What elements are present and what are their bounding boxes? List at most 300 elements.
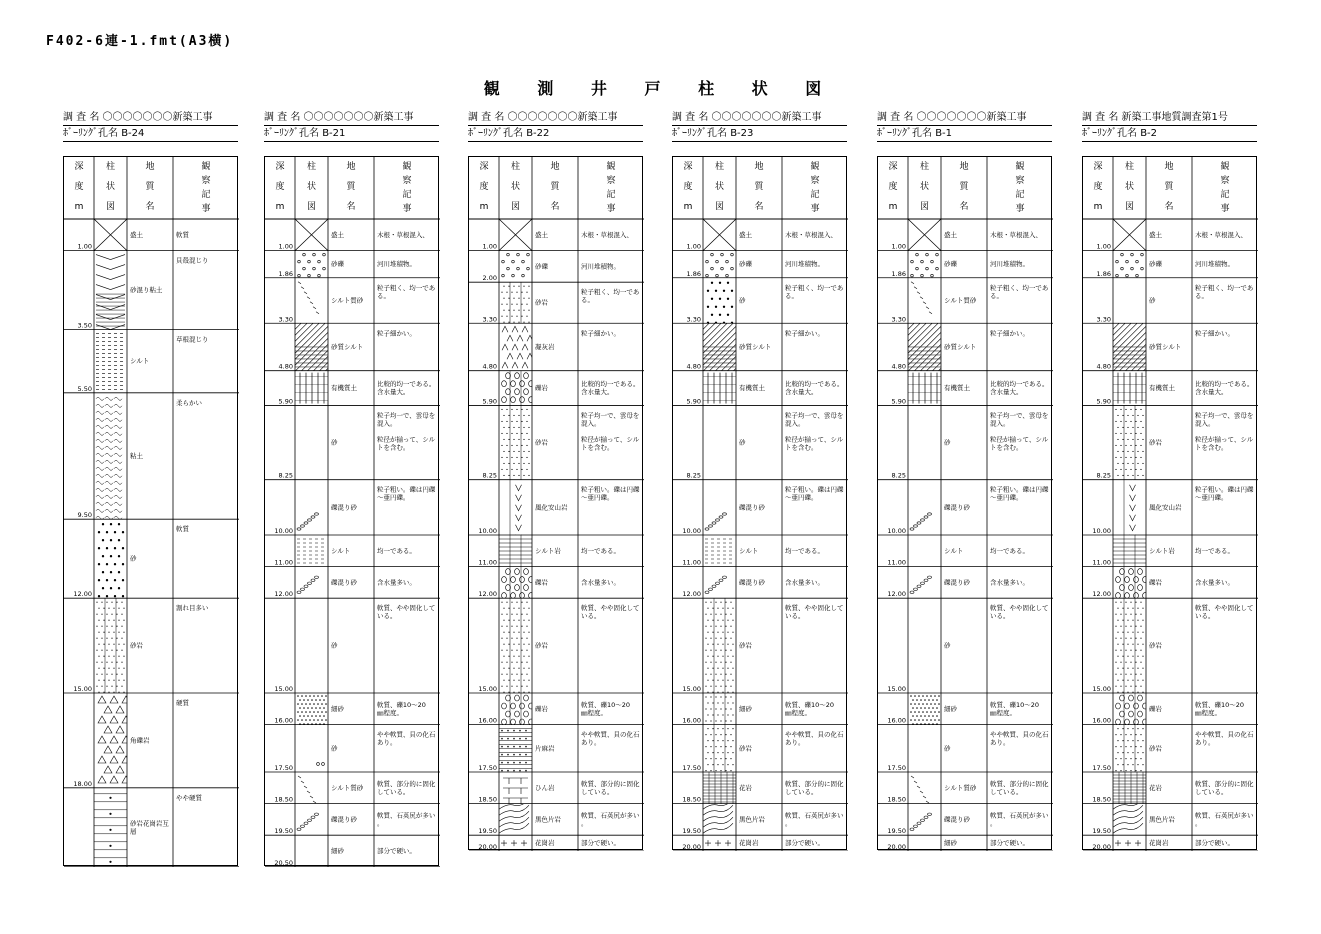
layer-row: [673, 693, 848, 725]
layer-depth: 20.50: [274, 858, 294, 867]
svg-text:砂岩: 砂岩: [535, 438, 548, 447]
svg-text:均一である。: 均一である。: [990, 546, 1029, 555]
layer-row: [673, 799, 848, 835]
svg-text:軟質、やや固化して: 軟質、やや固化して: [1195, 604, 1254, 613]
svg-text:軟質、石英尻が多い: 軟質、石英尻が多い: [581, 811, 640, 820]
svg-text:礫岩: 礫岩: [1149, 704, 1162, 713]
layer-row: [469, 405, 644, 479]
layer-row: [265, 730, 440, 772]
svg-text:軟質、部分的に固化: 軟質、部分的に固化: [990, 779, 1049, 788]
layer-depth: 16.00: [887, 716, 906, 725]
svg-text:軟質、部分的に固化: 軟質、部分的に固化: [785, 779, 844, 788]
file-header: F402-6連-1.fmt(A3横): [46, 34, 234, 49]
layer-geology: [535, 342, 555, 351]
layer-geology: [739, 547, 758, 555]
svg-text:河川堆積物。: 河川堆積物。: [990, 260, 1029, 269]
header-notes: 事: [606, 204, 616, 214]
svg-text:㎜程度。: ㎜程度。: [1195, 708, 1221, 717]
layer-geology: [1149, 814, 1176, 823]
log-heading: [877, 110, 1052, 142]
borehole-log: [877, 156, 1052, 850]
svg-text:粒子細かい。: 粒子細かい。: [785, 329, 824, 338]
svg-text:木根・草根混入、: 木根・草根混入、: [376, 230, 429, 239]
layer-note: [176, 398, 202, 407]
bore-name: [877, 126, 1052, 142]
header-depth: m: [479, 202, 489, 212]
svg-text:軟質: 軟質: [175, 525, 189, 534]
layer-depth: 10.00: [887, 527, 906, 535]
svg-text:シルト: シルト: [130, 357, 150, 366]
layer-geology: [1149, 259, 1163, 268]
bore-label: ﾎﾞｰﾘﾝｸﾞ孔名: [63, 128, 122, 139]
layer-note: [785, 379, 844, 396]
layer-row: [469, 598, 644, 693]
svg-text:軟質、やや固化して: 軟質、やや固化して: [785, 604, 844, 613]
layer-row: [265, 485, 440, 535]
layer-row: [469, 729, 644, 772]
layer-depth: 12.00: [682, 590, 701, 599]
layer-geology: [1149, 577, 1163, 586]
project-label: 調 査 名: [877, 112, 917, 123]
bore-label: ﾎﾞｰﾘﾝｸﾞ孔名: [877, 128, 936, 139]
svg-text:している。: している。: [376, 787, 410, 796]
svg-text:有機質土: 有機質土: [944, 384, 970, 393]
svg-text:有機質土: 有機質土: [1149, 384, 1175, 393]
svg-text:有機質土: 有機質土: [331, 384, 357, 393]
svg-text:均一である。: 均一である。: [581, 546, 620, 555]
layer-depth: 3.30: [1096, 315, 1111, 324]
svg-text:軟質、石英尻が多い: 軟質、石英尻が多い: [1195, 811, 1254, 820]
layer-row: [1083, 405, 1258, 479]
layer-row: [1083, 725, 1258, 772]
svg-text:粒子粗い。礫は円礫: 粒子粗い。礫は円礫: [376, 485, 436, 494]
svg-text:～亜円礫。: ～亜円礫。: [1195, 493, 1228, 502]
svg-text:している。: している。: [1195, 787, 1228, 796]
svg-text:粒径が揃って、シル: 粒径が揃って、シル: [376, 435, 436, 444]
layer-note: [990, 259, 1029, 268]
svg-text:河川堆積物。: 河川堆積物。: [581, 262, 620, 271]
svg-text:礫岩: 礫岩: [535, 384, 548, 393]
layer-note: [176, 603, 208, 612]
header-geology: 質: [145, 181, 155, 192]
project-label: 調 査 名: [1082, 112, 1122, 123]
svg-text:る。: る。: [376, 291, 390, 300]
header-notes: 察: [1015, 176, 1025, 186]
header-notes: 事: [810, 204, 820, 214]
header-notes: 察: [201, 175, 211, 186]
borehole-log: [264, 156, 439, 866]
layer-depth: 16.00: [478, 716, 497, 725]
layer-note: [785, 328, 824, 337]
svg-text:混入。: 混入。: [785, 419, 805, 428]
svg-text:あり。: あり。: [785, 738, 805, 747]
svg-text:盛土: 盛土: [1149, 230, 1162, 239]
header-geology: 地: [346, 161, 356, 172]
layer-row: [469, 480, 644, 541]
svg-text:黒色片岩: 黒色片岩: [1149, 815, 1175, 824]
header-notes: 観: [201, 161, 211, 172]
bore-name: [1082, 126, 1257, 142]
header-depth: 度: [1093, 182, 1103, 192]
header-depth: m: [1093, 202, 1103, 212]
svg-text:砂岩: 砂岩: [1149, 438, 1162, 447]
layer-geology: [944, 296, 977, 305]
svg-text:軟質、やや固化して: 軟質、やや固化して: [990, 604, 1049, 613]
layer-depth: 1.00: [482, 242, 497, 251]
svg-text:礫混り砂: 礫混り砂: [331, 815, 357, 824]
layer-row: [64, 255, 239, 330]
layer-note: [785, 577, 824, 586]
layer-geology: [944, 838, 958, 847]
layer-note: [581, 410, 640, 451]
svg-text:軟質、礫10～20: 軟質、礫10～20: [376, 700, 426, 709]
svg-text:混入。: 混入。: [1195, 419, 1215, 428]
header-geology: 名: [754, 202, 764, 212]
header-depth: 深: [683, 162, 693, 172]
header-depth: 深: [888, 162, 898, 172]
header-notes: 記: [201, 189, 211, 200]
layer-row: [673, 219, 848, 251]
svg-text:やや軟質、貝の化石: やや軟質、貝の化石: [376, 730, 436, 739]
layer-depth: 12.00: [73, 590, 93, 599]
layer-note: [990, 546, 1029, 555]
layer-note: [377, 410, 436, 451]
layer-row: [265, 282, 440, 324]
layer-geology: [535, 298, 549, 307]
layer-row: [1083, 799, 1258, 835]
layer-depth: 17.50: [682, 764, 701, 772]
layer-row: [673, 725, 848, 772]
layer-depth: 18.00: [73, 779, 93, 788]
layer-note: [785, 410, 844, 451]
layer-note: [581, 485, 640, 502]
layer-note: [377, 230, 429, 239]
layer-note: [1195, 603, 1254, 620]
svg-text:粒径が揃って、シル: 粒径が揃って、シル: [785, 435, 844, 444]
bore-label: ﾎﾞｰﾘﾝｸﾞ孔名: [672, 128, 731, 139]
layer-depth: 18.50: [682, 795, 701, 804]
project-label: 調 査 名: [468, 112, 508, 123]
header-geology: 名: [145, 201, 155, 212]
svg-text:礫岩: 礫岩: [535, 578, 548, 587]
layer-row: [673, 323, 848, 370]
svg-text:軟質、部分的に固化: 軟質、部分的に固化: [1195, 779, 1254, 788]
header-depth: m: [683, 202, 693, 212]
header-column: 状: [307, 181, 316, 192]
header-depth: 深: [479, 162, 489, 172]
layer-geology: [944, 438, 951, 447]
svg-text:礫混り砂: 礫混り砂: [739, 503, 765, 512]
project-value: 新築工事地質調査第1号: [1121, 112, 1228, 123]
svg-text:花崗岩: 花崗岩: [535, 839, 555, 848]
svg-text:～亜円礫。: ～亜円礫。: [785, 493, 818, 502]
layer-depth: 19.50: [887, 827, 906, 836]
layer-row: [265, 410, 440, 479]
header-column: 状: [106, 181, 115, 192]
svg-text:砂: 砂: [739, 296, 746, 305]
project-label: 調 査 名: [63, 112, 103, 123]
layer-geology: [331, 704, 344, 713]
layer-depth: 15.00: [887, 685, 906, 693]
layer-note: [176, 256, 208, 265]
svg-text:盛土: 盛土: [130, 230, 143, 239]
layer-geology: [944, 230, 958, 239]
layer-depth: 11.00: [887, 558, 906, 567]
layer-note: [377, 810, 435, 827]
header-notes: 事: [1015, 204, 1025, 214]
layer-note: [581, 287, 639, 304]
svg-text:シルト: シルト: [944, 546, 964, 555]
layer-geology: [130, 285, 163, 294]
project-name: [877, 110, 1052, 126]
bore-value: B-23: [730, 128, 754, 139]
layer-note: [1194, 700, 1244, 717]
header-column: 柱: [919, 162, 930, 172]
svg-text:砂岩: 砂岩: [535, 298, 548, 307]
layer-row: [878, 546, 1053, 567]
layer-note: [785, 779, 844, 796]
svg-text:河川堆積物。: 河川堆積物。: [1195, 260, 1234, 269]
layer-note: [581, 261, 620, 270]
svg-text:粒子細かい。: 粒子細かい。: [376, 329, 416, 338]
log-drawing: [265, 157, 440, 867]
layer-note: [581, 603, 640, 620]
header-depth: 深: [74, 161, 84, 172]
layer-geology: [1149, 783, 1163, 792]
svg-text:礫混り砂: 礫混り砂: [331, 503, 357, 512]
header-notes: 観: [1015, 162, 1025, 172]
svg-text:している。: している。: [990, 787, 1023, 796]
layer-row: [673, 539, 848, 567]
project-label: 調 査 名: [264, 112, 304, 123]
layer-row: [64, 219, 239, 251]
layer-geology: [1149, 704, 1163, 713]
layer-geology: [739, 259, 753, 268]
svg-text:花岩: 花岩: [1149, 783, 1162, 792]
svg-text:比較的均一である。: 比較的均一である。: [990, 380, 1049, 389]
layer-note: [785, 546, 824, 555]
layer-note: [377, 283, 435, 300]
layer-note: [176, 793, 202, 802]
svg-text:粒子粗い。礫は円礫: 粒子粗い。礫は円礫: [990, 485, 1049, 494]
layer-geology: [535, 383, 549, 392]
header-geology: 地: [550, 162, 560, 172]
layer-geology: [331, 783, 364, 792]
layer-row: [673, 410, 848, 479]
svg-text:砂岩: 砂岩: [535, 641, 548, 650]
header-notes: 事: [201, 203, 211, 214]
svg-text:やや軟質、貝の化石: やや軟質、貝の化石: [990, 730, 1049, 739]
header-notes: 察: [810, 176, 820, 186]
header-notes: 観: [606, 162, 616, 172]
svg-text:砂質シルト: 砂質シルト: [331, 342, 364, 351]
svg-text:礫混り砂: 礫混り砂: [944, 578, 970, 587]
layer-depth: 10.00: [682, 527, 701, 535]
layer-row: [64, 523, 239, 598]
project-value: 〇〇〇〇〇〇〇新築工事: [303, 112, 414, 123]
layer-row: [878, 253, 1053, 277]
layer-geology: [331, 502, 357, 511]
layer-geology: [331, 230, 344, 239]
layer-geology: [739, 383, 766, 392]
svg-text:細砂: 細砂: [944, 704, 957, 713]
svg-text:シルト: シルト: [739, 546, 759, 555]
svg-text:比較的均一である。: 比較的均一である。: [785, 380, 844, 389]
layer-depth: 17.50: [274, 763, 294, 772]
layer-geology: [944, 743, 951, 752]
svg-text:河川堆積物。: 河川堆積物。: [785, 260, 824, 269]
svg-text:層: 層: [130, 827, 137, 836]
svg-text:含水量多い。: 含水量多い。: [581, 578, 620, 587]
layer-row: [1083, 373, 1258, 406]
layer-row: [878, 373, 1053, 406]
svg-text:草根混じり: 草根混じり: [175, 335, 209, 344]
project-value: 〇〇〇〇〇〇〇新築工事: [507, 112, 618, 123]
layer-depth: 10.00: [478, 527, 497, 535]
header-depth: 度: [479, 182, 489, 192]
layer-note: [990, 810, 1049, 827]
layer-geology: [739, 230, 753, 239]
layer-note: [990, 603, 1049, 620]
svg-text:砂岩: 砂岩: [739, 744, 752, 753]
layer-row: [673, 253, 848, 277]
layer-depth: 3.30: [686, 315, 701, 324]
svg-text:混入。: 混入。: [990, 419, 1010, 428]
layer-geology: [944, 259, 958, 268]
svg-text:あり。: あり。: [376, 738, 397, 747]
svg-text:あり。: あり。: [581, 738, 601, 747]
layer-geology: [535, 783, 555, 792]
layer-geology: [535, 438, 549, 447]
borehole-log: [468, 156, 643, 850]
svg-text:粒径が揃って、シル: 粒径が揃って、シル: [581, 435, 640, 444]
header-depth: m: [275, 201, 285, 212]
layer-row: [265, 373, 440, 406]
svg-text:。: 。: [785, 819, 792, 828]
layer-geology: [535, 230, 549, 239]
svg-text:シルト: シルト: [331, 546, 351, 555]
layer-geology: [739, 814, 766, 823]
svg-text:貝殻混じり: 貝殻混じり: [175, 256, 209, 265]
layer-depth: 8.25: [278, 471, 294, 480]
layer-note: [581, 779, 640, 796]
layer-geology: [739, 438, 746, 447]
log-drawing: [673, 157, 848, 851]
svg-text:シルト質砂: シルト質砂: [944, 296, 977, 305]
svg-text:部分で硬い。: 部分で硬い。: [581, 839, 620, 848]
layer-row: [878, 323, 1053, 370]
layer-row: [469, 535, 644, 567]
layer-depth: 20.00: [682, 843, 701, 851]
svg-text:粘土: 粘土: [130, 451, 143, 460]
layer-depth: 19.50: [274, 827, 294, 836]
header-geology: 質: [959, 182, 969, 192]
layer-note: [1195, 259, 1234, 268]
svg-text:砂礫: 砂礫: [944, 260, 957, 269]
svg-text:盛土: 盛土: [739, 230, 752, 239]
svg-text:混入。: 混入。: [376, 419, 397, 428]
layer-geology: [739, 296, 746, 305]
header-depth: m: [888, 202, 898, 212]
layer-row: [1083, 838, 1258, 851]
svg-text:㎜程度。: ㎜程度。: [376, 708, 403, 717]
svg-text:含水量大。: 含水量大。: [581, 388, 614, 397]
svg-text:砂混り粘土: 砂混り粘土: [130, 286, 163, 295]
layer-depth: 5.90: [1096, 397, 1111, 406]
layer-note: [377, 485, 436, 502]
header-column: 図: [714, 202, 725, 212]
layer-depth: 1.00: [1096, 242, 1111, 251]
svg-text:。: 。: [376, 819, 384, 828]
layer-note: [785, 603, 844, 620]
layer-row: [1083, 567, 1258, 599]
svg-text:軟質、石英尻が多い: 軟質、石英尻が多い: [785, 811, 844, 820]
svg-text:細砂: 細砂: [739, 704, 752, 713]
svg-text:粒子粗く、均一であ: 粒子粗く、均一であ: [1195, 283, 1254, 292]
header-notes: 記: [606, 190, 616, 200]
layer-note: [785, 730, 844, 747]
layer-geology: [1149, 383, 1176, 392]
layer-depth: 8.25: [482, 471, 497, 480]
log-heading: [468, 110, 643, 142]
layer-row: [878, 410, 1053, 479]
layer-note: [1195, 379, 1254, 396]
header-notes: 記: [402, 189, 412, 200]
layer-note: [581, 577, 620, 586]
layer-depth: 17.50: [1092, 764, 1111, 772]
layer-row: [878, 838, 1053, 851]
layer-depth: 11.00: [274, 558, 294, 567]
layer-row: [673, 282, 848, 324]
layer-depth: 8.25: [891, 471, 906, 480]
layer-depth: 9.50: [77, 511, 93, 520]
svg-text:シルト質砂: シルト質砂: [331, 783, 364, 792]
layer-note: [176, 230, 189, 239]
svg-text:やや軟質、貝の化石: やや軟質、貝の化石: [1195, 730, 1254, 739]
svg-text:ひん岩: ひん岩: [535, 783, 555, 792]
layer-row: [469, 693, 644, 725]
header-column: 状: [1124, 182, 1135, 192]
layer-row: [469, 778, 644, 804]
svg-text:る。: る。: [990, 291, 1003, 300]
layer-note: [990, 410, 1049, 451]
log-drawing: [1083, 157, 1258, 851]
log-heading: [264, 110, 439, 142]
layer-depth: 15.00: [1092, 685, 1111, 693]
header-column: 図: [510, 202, 521, 212]
header-geology: 質: [346, 181, 356, 192]
svg-text:礫混り砂: 礫混り砂: [944, 815, 970, 824]
svg-text:粒子粗く、均一であ: 粒子粗く、均一であ: [581, 288, 640, 297]
layer-row: [1083, 693, 1258, 725]
svg-text:含水量大。: 含水量大。: [785, 388, 818, 397]
svg-text:シルト質砂: シルト質砂: [944, 783, 977, 792]
svg-text:～亜円礫。: ～亜円礫。: [376, 493, 410, 502]
layer-note: [990, 730, 1049, 747]
svg-text:トを含む。: トを含む。: [376, 443, 410, 452]
layer-geology: [331, 641, 338, 650]
project-name: [1082, 110, 1257, 126]
header-column: 柱: [106, 161, 115, 172]
layer-note: [1195, 810, 1254, 827]
header-notes: 観: [1220, 162, 1230, 172]
layer-row: [64, 793, 239, 867]
layer-row: [1083, 772, 1258, 804]
header-column: 図: [307, 201, 316, 212]
layer-depth: 12.00: [478, 590, 497, 599]
layer-depth: 1.00: [77, 242, 93, 251]
layer-note: [580, 700, 630, 717]
